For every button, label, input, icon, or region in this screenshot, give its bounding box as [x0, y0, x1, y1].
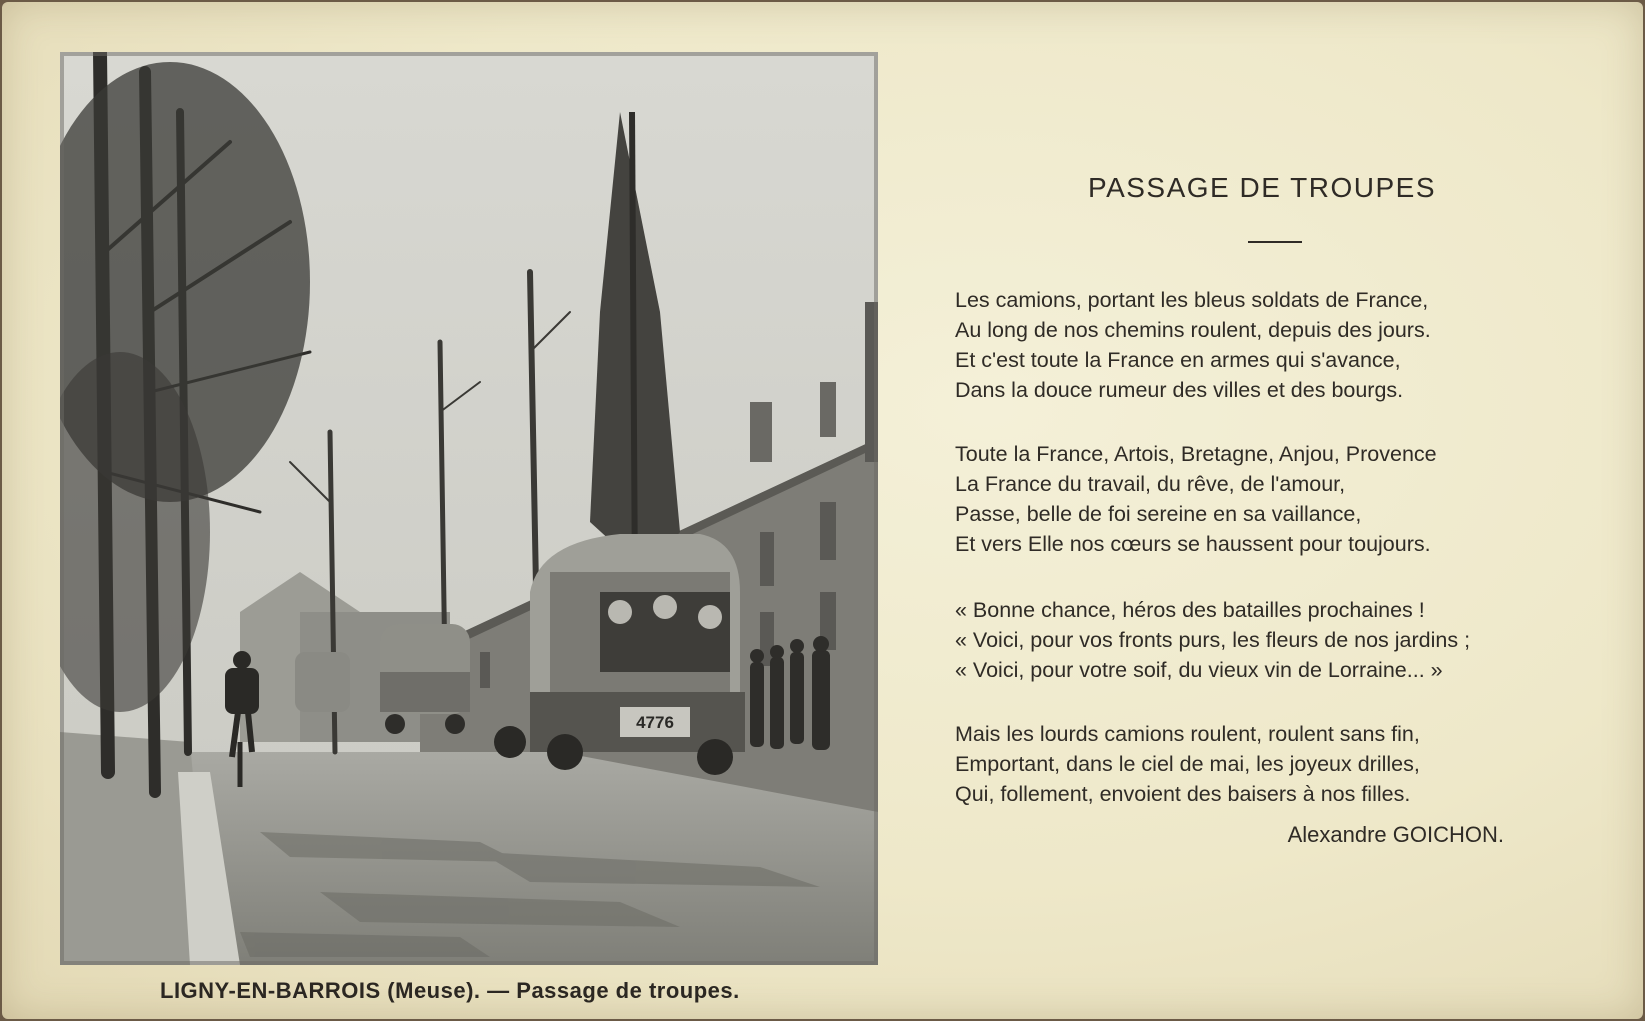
photo-illustration [60, 52, 878, 965]
poem-author: Alexandre GOICHON. [1287, 822, 1504, 847]
verse-line: « Bonne chance, héros des batailles prochaines ! [955, 598, 1425, 622]
truck-plate: 4776 [636, 713, 674, 732]
caption-place: LIGNY-EN-BARROIS (Meuse). [160, 978, 481, 1003]
stanza-1 [955, 285, 1431, 405]
stanza-2 [955, 439, 1437, 559]
verse-line: « Voici, pour votre soif, du vieux vin de Lorraine... » [955, 658, 1443, 682]
verse-line: Et c'est toute la France en armes qui s'avance, [955, 348, 1401, 372]
stanza-3 [955, 595, 1470, 685]
postcard [2, 2, 1643, 1019]
verse-line: Les camions, portant les bleus soldats de France, [955, 288, 1429, 312]
caption-text: — Passage de troupes. [487, 978, 740, 1003]
verse-line: Au long de nos chemins roulent, depuis des jours. [955, 318, 1431, 342]
poem-title: PASSAGE DE TROUPES [1087, 172, 1437, 203]
verse-line: « Voici, pour vos fronts purs, les fleurs de nos jardins ; [955, 628, 1471, 652]
verse-line: Dans la douce rumeur des villes et des bourgs. [955, 378, 1404, 402]
verse-line: Qui, follement, envoient des baisers à nos filles. [955, 782, 1411, 806]
verse-line: Emportant, dans le ciel de mai, les joyeux drilles, [955, 752, 1420, 776]
title-divider [1248, 241, 1302, 243]
verse-line: Passe, belle de foi sereine en sa vaillance, [955, 502, 1362, 526]
street-photograph [60, 52, 878, 965]
verse-line: Toute la France, Artois, Bretagne, Anjou, Provence [955, 442, 1437, 466]
verse-line: Et vers Elle nos cœurs se haussent pour toujours. [955, 532, 1431, 556]
photo-caption [160, 978, 860, 1004]
stanza-4 [955, 719, 1420, 809]
verse-line: La France du travail, du rêve, de l'amour, [955, 472, 1346, 496]
verse-line: Mais les lourds camions roulent, roulent sans fin, [955, 722, 1420, 746]
